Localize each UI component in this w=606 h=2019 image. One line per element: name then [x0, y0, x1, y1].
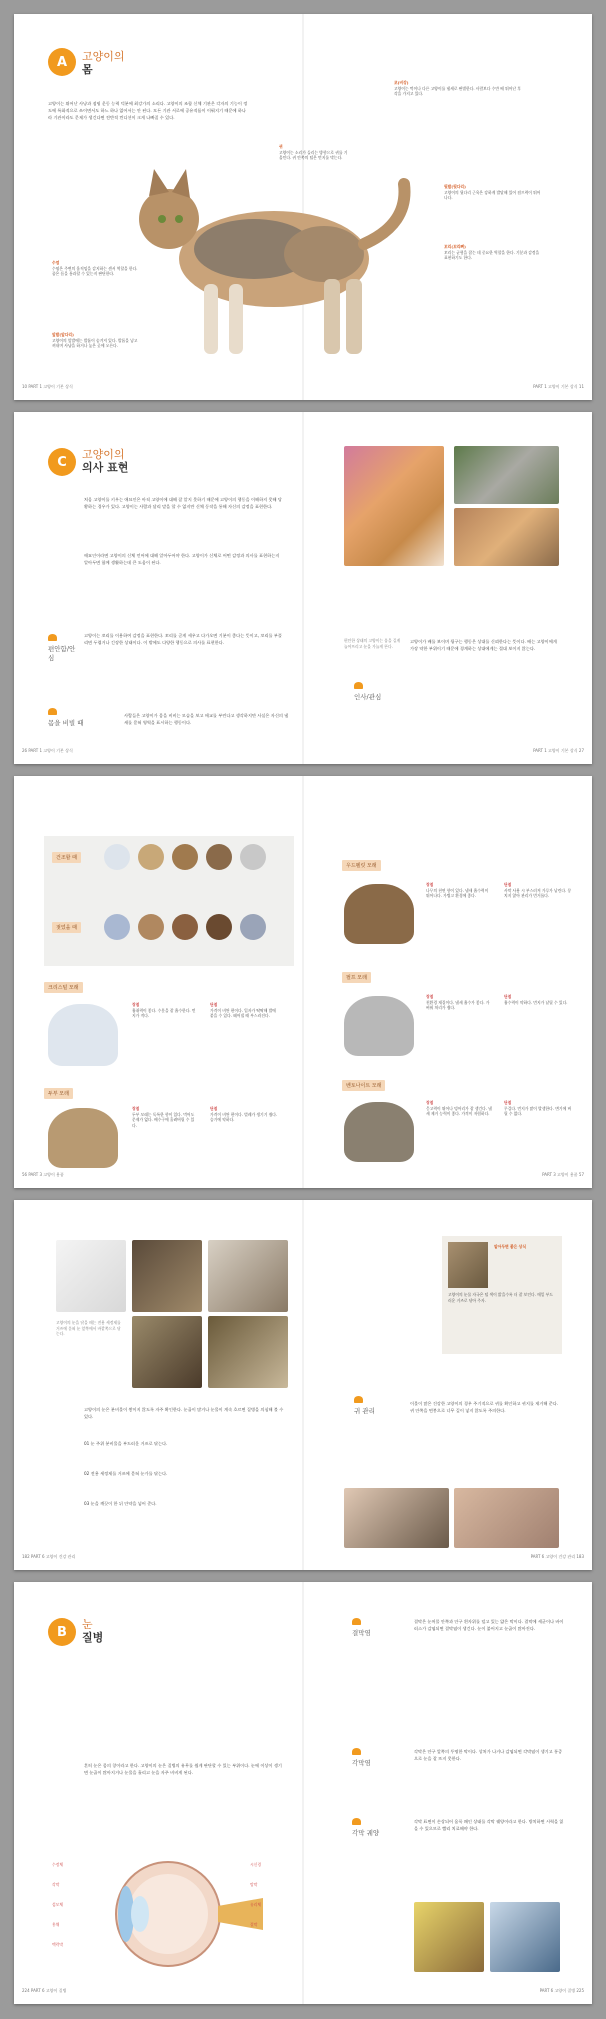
- intro-text: 흔히 눈은 몸의 창이라고 한다. 고양이의 눈은 질병의 유무를 쉽게 판단할 수 있는 부위이다. 눈에 이상이 생기면 눈곱이 많아지거나 눈물을 흘리고 눈을 자주 비비게 된다.: [84, 1763, 282, 1775]
- litter-sample-strip: [44, 836, 294, 966]
- body-text-1: 이물이 많은 건강한 고양이의 경우 주기적으로 귀를 확인하고 귀지를 제거해 준다. 귀 안쪽을 면봉으로 너무 깊이 넣지 않도록 주의한다.: [410, 1401, 559, 1413]
- diagram-label: 시신경: [250, 1862, 262, 1867]
- tip-box: 알아두면 좋은 상식 고양이의 눈물 자국은 털 색이 밝을수록 더 잘 보인다. 매일 부드러운 거즈로 닦아 주자.: [442, 1236, 562, 1354]
- crystal-litter-image: [48, 1004, 118, 1066]
- body-text-3: 각막 표면이 손상되어 움푹 패인 상태를 각막 궤양이라고 한다. 방치하면 시력을 잃을 수 있으므로 빨리 치료해야 한다.: [414, 1819, 564, 1831]
- section-title: 고양이의 의사 표현: [82, 448, 129, 474]
- step-3: 03 눈을 깨끗이 한 뒤 안약을 넣어 준다.: [84, 1501, 157, 1506]
- bentonite-litter-image: [344, 1102, 414, 1162]
- photo-eyedrop-bottle: [56, 1240, 126, 1312]
- note-tail: 꼬리(꼬리뼈) 꼬리는 균형을 잡는 데 중요한 역할을 한다. 기분과 감정을 표현하기도 한다.: [444, 244, 540, 261]
- intro-text: 고양이는 뛰어난 사냥과 점핑 운동 능력 덕분에 최강가의 소리다. 고양이의 조합 신체 기관은 각자의 기능이 정도에 특화적으로 쓰이면서도 하느 하나 없어서는 안 된다. 모든 기관 서로에 공유적틈이 이뤄지기 때문에 하나라 기관이라도 문제가 생긴다면 전반적 컨디션이 크게 나빠질 수 있다.: [48, 101, 248, 120]
- note-nose: 코(비강) 고양이는 먹이나 다른 고양이를 냄새로 판별한다. 사람보다 수만 배 뛰어난 후각을 가지고 있다.: [394, 80, 521, 97]
- photo-cat-belly: [454, 508, 559, 566]
- spread-body-language: [14, 412, 592, 764]
- photo-cat-rolling: [454, 446, 559, 504]
- photo-ear-closeup-2: [454, 1488, 559, 1548]
- section-badge: C: [48, 448, 76, 476]
- intro-text: 처음 고양이를 키우는 애묘인은 아직 고양이에 대해 잘 알지 못하기 때문에 고양이의 행동을 이해하지 못해 당황하는 경우가 있다. 고양이는 사람과 달리 말을 할 수 없지만 신체 동작을 통해 자신의 감정을 표현한다.: [84, 497, 282, 509]
- section-title: 고양이의 몸: [82, 50, 125, 76]
- spread-eye-disease: [14, 1582, 592, 2004]
- litter-dry-samples: [104, 844, 266, 870]
- sidehead-relax: 편안함/안심: [48, 634, 78, 662]
- diagram-label: 망막: [250, 1882, 258, 1887]
- page-footer-left: 224 PART 6 고양이 질병: [22, 1988, 67, 1993]
- photo-eye-cleaning-3: [208, 1316, 288, 1388]
- left-caption: 고양이의 눈을 닦을 때는 전용 세정제를 거즈에 묻혀 눈 앞쪽에서 바깥쪽으로 닦는다.: [56, 1320, 121, 1337]
- note-ears: 귀 고양이는 소리가 들리는 방향으로 귀를 기울인다. 귀 안쪽의 털은 먼지를 막는다.: [279, 144, 348, 161]
- body-text-3: 사람들은 고양이가 몸을 비비는 모습을 보고 애교를 부린다고 생각하지만 사실은 자신의 냄새를 묻혀 영역을 표시하는 행동이다.: [124, 713, 289, 725]
- page-footer-right: PART 1 고양이 기본 상식 11: [533, 384, 584, 389]
- page-footer-right: PART 6 고양이 건강 관리 183: [530, 1554, 584, 1559]
- diagram-label: 결막: [250, 1922, 258, 1927]
- sidehead-conjunctivitis: 결막염: [352, 1618, 371, 1637]
- photo-cat-eye-1: [414, 1902, 484, 1972]
- photo-caption: 편안한 상태의 고양이는 몸을 길게 늘어뜨리고 눈을 가늘게 뜬다.: [344, 638, 401, 649]
- sidehead-rubbing: 몸을 비빌 때: [48, 708, 88, 727]
- diagram-label: 수정체: [52, 1862, 64, 1867]
- page-footer-right: PART 6 고양이 질병 225: [539, 1988, 584, 1993]
- body-text-4: 고양이가 배를 보이며 뒹구는 행동은 상대를 신뢰한다는 뜻이다. 배는 고양이에게 가장 약한 부위이기 때문에 경계하는 상대에게는 절대 보이지 않는다.: [410, 639, 557, 651]
- section-badge: B: [48, 1618, 76, 1646]
- sidehead-greeting: 인사/관심: [354, 682, 381, 701]
- body-text-2: 고양이는 꼬리를 이용하여 감정을 표현한다. 꼬리를 곧게 세우고 다가오면 기분이 좋다는 뜻이고, 꼬리를 부풀리면 두렵거나 긴장한 상태이다. 이 밖에도 다양한 행동으로 의사를 표현한다.: [84, 633, 282, 645]
- photo-eye-cleaning-2: [132, 1316, 202, 1388]
- litter-wet-samples: [104, 914, 266, 940]
- row-label-wet: 젖었을 때: [52, 922, 81, 933]
- page-footer-right: PART 3 고양이 용품 57: [542, 1172, 584, 1177]
- page-footer-left: 56 PART 3 고양이 용품: [22, 1172, 64, 1177]
- section-title: 눈 질병: [82, 1618, 104, 1644]
- step-1: 01 눈 주위 분비물을 부드러운 거즈로 닦는다.: [84, 1441, 168, 1446]
- cat-illustration: [124, 164, 414, 374]
- tofu-litter-image: [48, 1108, 118, 1168]
- note-hindlegs: 뒷발(뒷다리) 고양이의 뒷다리 근육은 강하게 발달해 있어 점프력이 뛰어나다.: [444, 184, 541, 201]
- body-text-2: 고양이의 눈은 분비물이 쌓이지 않도록 자주 확인한다. 눈곱이 많거나 눈물이 계속 흐르면 질병을 의심해 볼 수 있다.: [84, 1407, 284, 1419]
- page-footer-right: PART 1 고양이 기본 상식 27: [533, 748, 584, 753]
- body-text-2: 각막은 안구 앞쪽의 투명한 막이다. 상처가 나거나 감염되면 각막염이 생기고 통증으로 눈을 잘 뜨지 못한다.: [414, 1749, 563, 1761]
- diagram-label: 섬모체: [52, 1902, 64, 1907]
- photo-ear-closeup-1: [344, 1488, 449, 1548]
- body-text-1: 결막은 눈꺼풀 안쪽과 안구 흰자위를 덮고 있는 얇은 막이다. 결막에 세균이나 바이러스가 감염되면 결막염이 생긴다. 눈이 붉어지고 눈곱이 많아진다.: [414, 1619, 564, 1631]
- section-badge: A: [48, 48, 76, 76]
- row-label-dry: 건조할 때: [52, 852, 81, 863]
- spread-eye-ear-care: [14, 1200, 592, 1570]
- diagram-label: 각막: [52, 1882, 60, 1887]
- sidehead-keratitis: 각막염: [352, 1748, 371, 1767]
- note-whiskers: 수염 수염은 주변의 움직임을 감지하는 센서 역할을 한다. 좁은 틈을 통과할 수 있는지 판단한다.: [52, 260, 138, 277]
- photo-cat-lying: [344, 446, 444, 566]
- diagram-label: 홍채: [52, 1922, 60, 1927]
- page-footer-left: 26 PART 1 고양이 기본 상식: [22, 748, 73, 753]
- tip-photo: [448, 1242, 488, 1288]
- diagram-label: 맥락막: [52, 1942, 64, 1947]
- diagram-label: 유리체: [250, 1902, 262, 1907]
- woodpellet-litter-image: [344, 884, 414, 944]
- sidehead-corneal-ulcer: 각막 궤양: [352, 1818, 379, 1837]
- page-footer-left: 10 PART 1 고양이 기본 상식: [22, 384, 73, 389]
- note-forelegs: 앞발(앞다리) 고양이의 앞발에는 발톱이 숨겨져 있다. 발톱을 넣고 꺼내며 사냥을 하거나 높은 곳에 오른다.: [52, 332, 138, 349]
- spread-cat-litter: 건조할 때 젖었을 때 크리스털 모래 장점 흡취력이 좋다. 수분을 잘 흡수한다. 먼지가 적다. 단점 가격이 비싼 편이다. 입자가 딱딱해 발에 붙을 수 있다. 떼어낼 때 부스러진다. 두부 모래 장점 두부 모래는 독특한 향이 있다. 먹어도 문제가 없다. 배수구에 흘려버릴 수 있다. 단점 가격이 비싼 편이다. 벌레가 생기기 쉽다. 습기에 약하다. 우드펠릿 모래 장점 나무의 천연 향이 있다. 냄새 흡수력이 뛰어나다. 가볍고 환경에 좋다. 단점 사막 사용 시 부스러져 가루가 날린다. 뭉치지 않아 관리가 번거롭다. 펄프 모래 장점 친환경 재질이다. 냄새 흡수가 좋다. 가벼워 처리가 쉽다. 단점 흡수력이 약하다. 먼지가 날릴 수 있다. 벤토나이트 모래 장점 응고력이 뛰어나 덩어리가 잘 생긴다. 냄새 제거 능력이 좋다. 가격이 저렴하다. 단점 무겁다. 먼지가 많이 발생한다. 변기에 버릴 수 없다. 56 PART 3 고양이 용품 PART 3 고양이 용품 57: [14, 776, 592, 1188]
- body-text-1: 애묘인이라면 고양이의 신체 언어에 대해 알아두어야 한다. 고양이가 신체로 어떤 감정과 의사를 표현하는지 알아두면 함께 생활하는데 큰 도움이 된다.: [84, 553, 280, 565]
- photo-cat-eye-2: [490, 1902, 560, 1972]
- photo-cat-eye-wipe: [208, 1240, 288, 1312]
- sidehead-ear-care: 귀 관리: [354, 1396, 375, 1415]
- photo-hand-cleaning: [132, 1240, 202, 1312]
- step-2: 02 전용 세정제를 거즈에 묻혀 눈가를 닦는다.: [84, 1471, 168, 1476]
- spread-body-anatomy: [14, 14, 592, 400]
- page-footer-left: 182 PART 6 고양이 건강 관리: [22, 1554, 76, 1559]
- pulp-litter-image: [344, 996, 414, 1056]
